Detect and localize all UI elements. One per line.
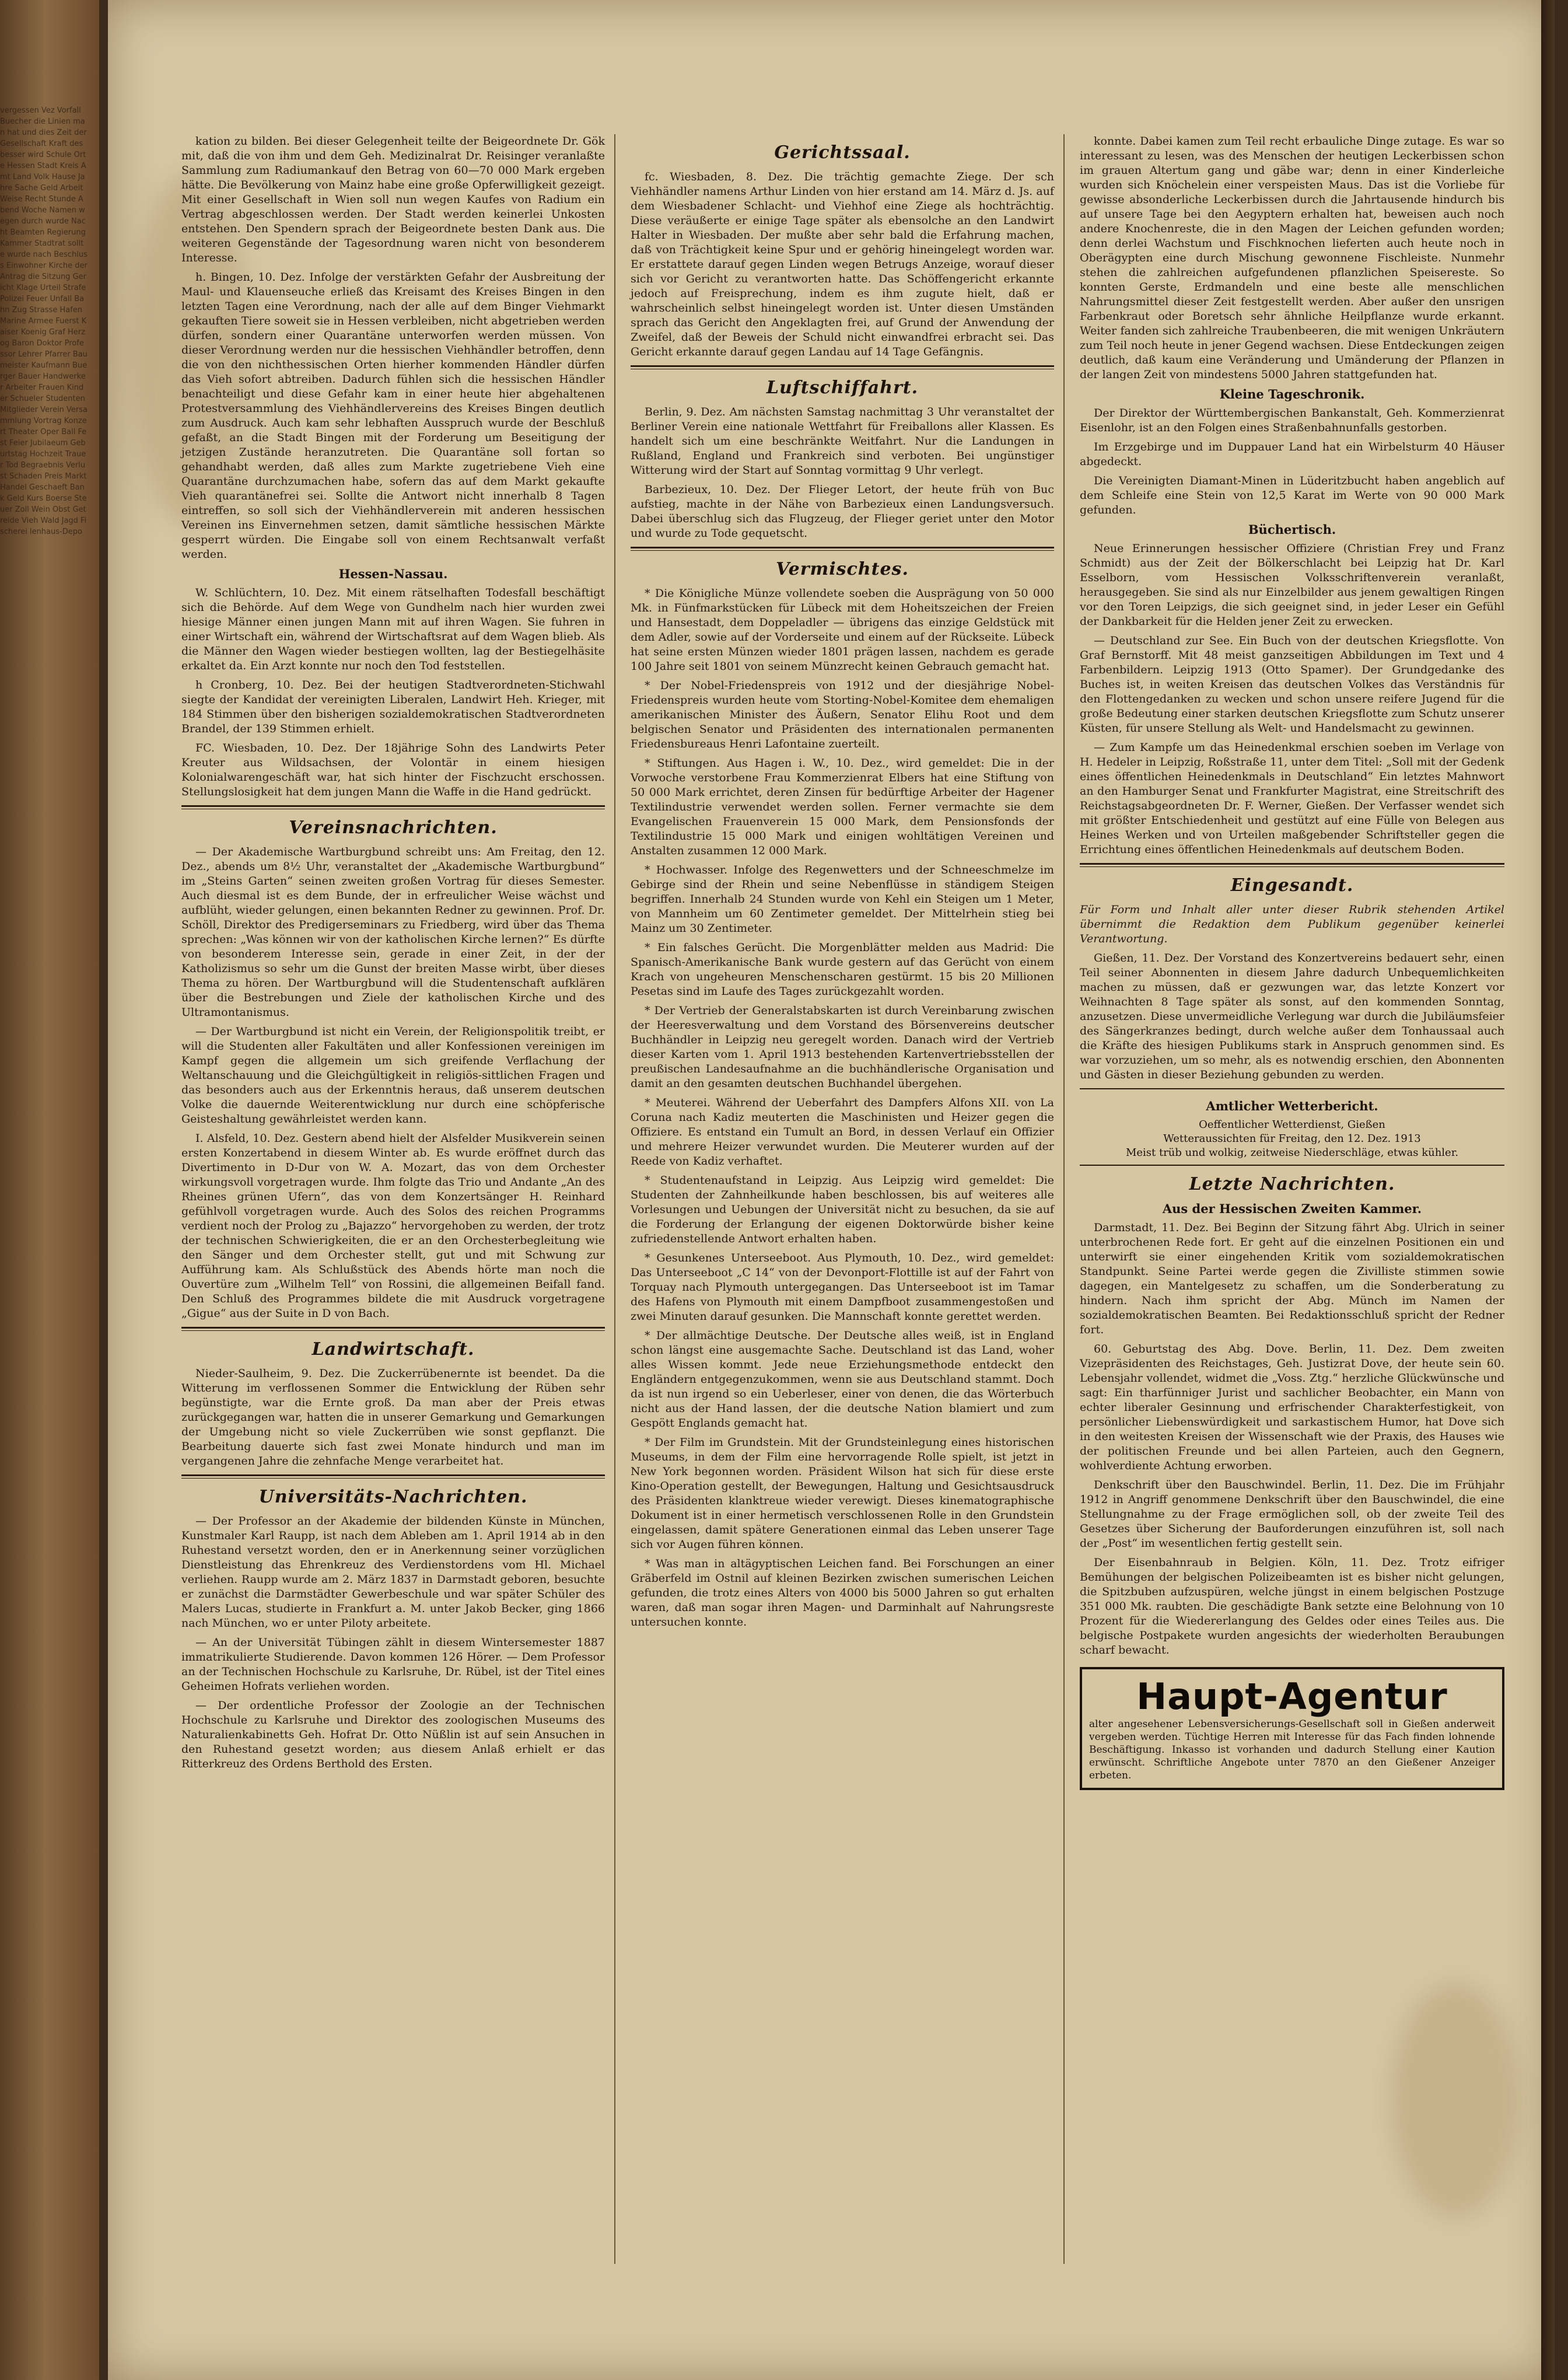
section-heading: Gerichtssaal. <box>774 142 911 163</box>
article-paragraph: — Der ordentliche Professor der Zoologie an der Technischen Hochschule zu Karlsruhe und Direktor des zoologischen Museums des Naturalienkabinetts Geh. Hofrat Dr. Otto Nüßlin ist auf sein Ansuchen in den Ruhestand gesetzt worden; aus diesem Anlaß erhielt er das Ritterkreuz des Ordens Berthold des Ersten. <box>181 1699 605 1770</box>
article-paragraph: * Hochwasser. Infolge des Regenwetters und der Schneeschmelze im Gebirge sind der Rhein und seine Nebenflüsse in ständigem Steigen begriffen. Innerhalb 24 Stunden wurde von Kehl ein Steigen um 1 Meter, von Mannheim um 60 Zentimeter gemeldet. Der Mittelrhein stieg bei Mainz um 30 Zentimeter. <box>631 864 1054 935</box>
article-paragraph: * Der Vertrieb der Generalstabskarten ist durch Vereinbarung zwischen der Heeresverwaltung und dem Vorstand des Börsenvereins deutscher Buchhändler in Leipzig neu geregelt worden. Danach wird der Vertrieb dieser Karten vom 1. April 1913 bestehenden Kartenvertriebsstellen der preußischen Landesaufnahme an die buchhändlerische Organisation und damit an den gesamten deutschen Buchhandel übergehen. <box>631 1004 1054 1090</box>
article-paragraph: — Der Akademische Wartburgbund schreibt uns: Am Freitag, den 12. Dez., abends um 8½ Uhr, veranstaltet der „Akademische Wartburgbund“ im „Steins Garten“ seinen zweiten großen Vortrag für dieses Semester. Auch diesmal ist es dem Bunde, der in erfreulicher Weise wächst und aufblüht, wieder gelungen, einen bekannten Redner zu gewinnen. Prof. Dr. Schöll, Direktor des Predigerseminars zu Friedberg, wird über das Thema sprechen: „Was können wir von der katholischen Kirche lernen?“ Es dürfte von besonderem Interesse sein, gerade in einer Zeit, in der der Katholizismus so sehr um die Gunst der breiten Masse wirbt, über dieses Thema zu hören. Der Wartburgbund will die Studentenschaft aufklären über die Bestrebungen und Ziele der katholischen Kirche und des Ultramontanismus. <box>181 845 605 1019</box>
section-rule <box>1080 863 1504 867</box>
page-columns <box>172 134 1514 2264</box>
article-paragraph: Barbezieux, 10. Dez. Der Flieger Letort, der heute früh von Buc aufstieg, machte in der Nähe von Barbezieux einen Landungsversuch. Dabei überschlug sich das Flugzeug, der Flieger geriet unter den Motor und wurde zu Tode gequetscht. <box>631 483 1054 540</box>
article-paragraph: * Der Nobel-Friedenspreis von 1912 und der diesjährige Nobel-Friedenspreis wurden heute vom Storting-Nobel-Komitee dem ehemaligen amerikanischen Minister des Äußern, Senator Elihu Root und dem belgischen Senator und Präsidenten des internationalen permanenten Friedensbureaus Henri Lafontaine zuerteilt. <box>631 679 1054 750</box>
section-rule <box>631 365 1054 369</box>
article-paragraph: * Was man in altägyptischen Leichen fand. Bei Forschungen an einer Gräberfeld im Ostnil auf kleinen Bezirken zwischen sumerischen Leichen gefunden, die trotz eines Alters von 4000 bis 5000 Jahren so gut erhalten waren, daß man sogar ihren Magen- und Darminhalt auf Nahrungsreste untersuchen konnte. <box>631 1557 1054 1628</box>
article-paragraph: — Zum Kampfe um das Heinedenkmal erschien soeben im Verlage von H. Hedeler in Leipzig, Roßstraße 11, unter dem Titel: „Soll mit der Gedenk eines öffentlichen Heinedenkmals in Deutschland“ Ein letztes Mahnwort an den Hamburger Senat und Frankfurter Magistrat, eine Streitschrift des Reichstagsabgeordneten Dr. F. Werner, Gießen. Der Verfasser wendet sich mit größter Entschiedenheit und gestützt auf eine Fülle von Belegen aus Heines Werken und von Urteilen maßgebender Schriftsteller gegen die Errichtung eines öffentlichen Heinedenkmals auf deutschem Boden. <box>1080 741 1504 856</box>
weather-report <box>1080 1088 1504 1166</box>
article-paragraph: Der Direktor der Württembergischen Bankanstalt, Geh. Kommerzienrat Eisenlohr, ist an den Folgen eines Straßenbahnunfalls gestorben. <box>1080 407 1504 434</box>
article-paragraph: FC. Wiesbaden, 10. Dez. Der 18jährige Sohn des Landwirts Peter Kreuter aus Wildsachsen, der Volontär in einem hiesigen Kolonialwarengeschäft war, hat sich hinter der Fischzucht erschossen. Stellungslosigkeit hat dem jungen Mann die Waffe in die Hand gedrückt. <box>181 742 605 798</box>
article-paragraph: * Ein falsches Gerücht. Die Morgenblätter melden aus Madrid: Die Spanisch-Amerikanische Bank wurde gestern auf das Gerücht von einem Krach von ungeheuren Menschenscharen gestürmt. 15 bis 20 Millionen Pesetas sind im Laufe des Tages zurückgezahlt worden. <box>631 941 1054 998</box>
article-paragraph: h. Bingen, 10. Dez. Infolge der verstärkten Gefahr der Ausbreitung der Maul- und Klauenseuche erließ das Kreisamt des Kreises Bingen in den letzten Tagen eine Verordnung, nach der alle auf dem Binger Viehmarkt gekauften Tiere soweit sie in Hessen verbleiben, nicht abgetrieben werden dürfen, sondern einer Quarantäne unterworfen werden müssen. Von dieser Verordnung werden nur die hessischen Viehhändler betroffen, denn die von den nichthessischen Orten hierher kommenden Händler dürfen das Vieh sofort abtreiben. Dadurch fühlen sich die hessischen Händler benachteiligt und diese Gefahr kam in einer heute hier abgehaltenen Protestversammlung des Viehhändlervereins des Kreises Bingen deutlich zum Ausdruck. Auch kam sehr lebhaften Ausspruch wurde der Beschluß gefaßt, an die Stadt Bingen mit der Forderung um Beseitigung der jetzigen Zustände heranzutreten. Die Quarantäne soll fortan so gehandhabt werden, daß alles zum Markte zugetriebene Vieh eine Quarantäne durchzumachen habe, sofern das auf dem Markt gekaufte Vieh quarantänefrei sei. Sollte die Antwort nicht innerhalb 8 Tagen eintreffen, so soll sich der Viehhändlerverein mit anderen hessischen Vereinen ins Einvernehmen setzen, damit sämtliche hessischen Märkte gesperrt würden. Die Eingabe soll von einem Rechtsanwalt verfaßt werden. <box>181 271 605 561</box>
article-paragraph: * Der allmächtige Deutsche. Der Deutsche alles weiß, ist in England schon längst eine ausgemachte Sache. Deutschland ist das Land, woher alles Wissen kommt. Jede neue Erziehungsmethode entdeckt den Engländern entgegenzukommen, wenn sie aus Deutschland stammt. Doch da ist nun irgend so ein Ueberleser, einer von denen, die das Wörterbuch nicht aus der Hand lassen, der die deutsche Nation blamiert und zum Gespött Englands gemacht hat. <box>631 1329 1054 1430</box>
weather-forecast: Meist trüb und wolkig, zeitweise Niederschläge, etwas kühler. <box>1125 1147 1459 1159</box>
advertisement <box>1080 1667 1504 1790</box>
article-paragraph: 60. Geburtstag des Abg. Dove. Berlin, 11. Dez. Dem zweiten Vizepräsidenten des Reichstages, Geh. Justizrat Dove, der heute sein 60. Lebensjahr vollendet, widmet die „Voss. Ztg.“ herzliche Glückwünsche und sagt: Ein tharfünniger Jurist und sachlicher Beobachter, ein Mann von echter liberaler Gesinnung und erfrischender Charakterfestigkeit, von persönlicher Liebenswürdigkeit und sarkastischem Humor, hat Dove sich in den weitesten Kreisen der Wissenschaft wie der Praxis, des Hauses wie der politischen Freunde und bei allen Parteien, auch den Gegnern, wohlverdiente Achtung erworben. <box>1080 1343 1504 1472</box>
article-paragraph: — Der Professor an der Akademie der bildenden Künste in München, Kunstmaler Karl Raupp, ist nach dem Ableben am 1. April 1914 ab in den Ruhestand versetzt worden, den er in Anerkennung seiner vorzüglichen Dienstleistung das Ehrenkreuz des Verdienstordens vom Hl. Michael verliehen. Raupp wurde am 2. März 1837 in Darmstadt geboren, besuchte er zunächst die Darmstädter Gewerbeschule und war später Schüler des Malers Lucas, studierte in Frankfurt a. M. unter Jakob Becker, ging 1866 nach München, wo er unter Piloty arbeitete. <box>181 1515 605 1630</box>
article-paragraph: fc. Wiesbaden, 8. Dez. Die trächtig gemachte Ziege. Der sch Viehhändler namens Arthur Linden von hier erstand am 14. März d. Js. auf dem Wiesbadener Schlacht- und Viehhof eine Ziege als hochträchtig. Diese veräußerte er einige Tage später als ebensolche an den Landwirt Halter in Wiesbaden. Der mußte aber sehr bald die Erfahrung machen, daß von Trächtigkeit keine Spur und er gehörig hineingelegt worden war. Er erstattete darauf gegen Linden wegen Betrugs Anzeige, worauf dieser sich vor Gericht zu verantworten hatte. Das Schöffengericht erkannte jedoch auf Freisprechung, indem es ihm zugute hielt, daß er wahrscheinlich selbst hineingelegt worden ist. Unter diesen Umständen sprach das Gericht den Angeklagten frei, auf Grund der Anwendung der Zweifel, daß der Beweis der Schuld nicht einwandfrei erbracht sei. Das Gericht erkannte darauf gegen Landau auf 14 Tage Gefängnis. <box>631 170 1054 358</box>
section-subheading: Büchertisch. <box>1248 522 1336 537</box>
article-paragraph: Berlin, 9. Dez. Am nächsten Samstag nachmittag 3 Uhr veranstaltet der Berliner Verein eine nationale Wettfahrt für Freiballons aller Klassen. Es handelt sich um eine beschränkte Weitfahrt. Nur die Landungen in Rußland, England und Frankreich sind verboten. Bei ungünstiger Witterung wird der Start auf Sonntag vormittag 9 Uhr verlegt. <box>631 406 1054 477</box>
section-heading: Letzte Nachrichten. <box>1189 1174 1395 1194</box>
article-paragraph: * Die Königliche Münze vollendete soeben die Ausprägung von 50 000 Mk. in Fünfmarkstücken für Lübeck mit dem Hoheitszeichen der Freien und Hansestadt, dem Doppeladler — übrigens das einzige Geldstück mit dem Adler, sowie auf der Vorderseite und einem auf der Rückseite. Lübeck hat seine ersten Münzen wieder 1801 prägen lassen, nachdem es gerade 100 Jahre seit 1801 von seinem Münzrecht keinen Gebrauch gemacht hat. <box>631 587 1054 673</box>
section-rule <box>631 547 1054 551</box>
section-heading: Landwirtschaft. <box>312 1339 475 1359</box>
section-heading: Universitäts-Nachrichten. <box>258 1487 528 1507</box>
article-paragraph: Denkschrift über den Bauschwindel. Berlin, 11. Dez. Die im Frühjahr 1912 in Angriff genommene Denkschrift über den Bauschwindel, die eine Stellungnahme zu der Frage ermöglichen soll, ob der zweite Teil des Gesetzes über Sicherung der Bauforderungen einzuführen ist, soll nach der „Post“ im wesentlichen fertig gestellt sein. <box>1080 1479 1504 1550</box>
article-paragraph: W. Schlüchtern, 10. Dez. Mit einem rätselhaften Todesfall beschäftigt sich die Behörde. Auf dem Wege von Gundhelm nach hier wurden zwei hiesige Männer einen jungen Mann mit auf ihren Wagen. Sie fuhren in einer Wirtschaft ein, während der Wirtschaftsrat auf dem Wagen blieb. Als die Männer den Wagen wieder bestiegen wollten, lag der Bestiegelhäsite erkaltet da. Ein Arzt konnte nur noch den Tod feststellen. <box>181 586 605 672</box>
article-paragraph: Darmstadt, 11. Dez. Bei Beginn der Sitzung fährt Abg. Ulrich in seiner unterbrochenen Rede fort. Er geht auf die einzelnen Positionen ein und unterwirft sie einer eingehenden Kritik vom sozialdemokratischen Standpunkt. Seine Partei werde gegen die Zivilliste stimmen sowie dagegen, ein Mantelgesetz zu schaffen, um die Sonderberatung zu hindern. Nach ihm spricht der Abg. Münch im Namen der sozialdemokratischen Beamten. Bei Redaktionsschluß spricht der Redner fort. <box>1080 1221 1504 1336</box>
article-paragraph: Im Erzgebirge und im Duppauer Land hat ein Wirbelsturm 40 Häuser abgedeckt. <box>1080 441 1504 468</box>
article-paragraph: konnte. Dabei kamen zum Teil recht erbauliche Dinge zutage. Es war so interessant zu lesen, was des Menschen der heutigen Leckerbissen schon im grauen Altertum gang und gäbe war; denn in einer Kinderleiche wurden sich Knöchelein einer verspeisten Maus. Das ist die Vorliebe für gewisse absonderliche Leckerbissen durch die Jahrtausende hindurch bis auf unsere Tage bei den Aegyptern erhalten hat, beweisen auch noch andere Knochenreste, die in den Magen der Leichen gefunden worden; denn derlei Wachstum und Fischknochen lieferten auch heute noch in Oberägypten eine durch Mischung gewonnene Fischleiste. Nunmehr stehen die zahlreichen aufgefundenen pflanzlichen Speisereste. So konnten Gerste, Erdmandeln und eine beste alle menschlichen Nahrungsmittel dieser Zeit festgestellt werden. Aber außer den unsrigen Farbenkraut oder Boretsch sehr ähnliche Heilpflanze wurde erkannt. Weiter fanden sich zahlreiche Traubenbeeren, die mit wenigen Unkräutern zum Teil noch heute in jener Gegend wachsen. Diese Entdeckungen zeigen deutlich, daß kaum eine Veränderung und Umänderung der Pflanzen in der langen Zeit von mindestens 5000 Jahren stattgefunden hat. <box>1080 135 1504 381</box>
advertisement-text: alter angesehener Lebensversicherungs-Gesellschaft soll in Gießen anderweit vergeben werden. Tüchtige Herren mit Interesse für das Fach finden lohnende Beschäftigung. Inkasso ist vorhanden und dadurch Stellung einer Kaution erwünscht. Schriftliche Angebote unter 7870 an den Gießener Anzeiger erbeten. <box>1089 1718 1495 1781</box>
article-paragraph: kation zu bilden. Bei dieser Gelegenheit teilte der Beigeordnete Dr. Gök mit, daß die von ihm und dem Geh. Medizinalrat Dr. Reisinger veranlaßte Sammlung zum Radiumankauf den Betrag von 60—70 000 Mark ergeben hätte. Die Bevölkerung von Mainz habe eine große Opferwilligkeit gezeigt. Mit einer Gesellschaft in Wien soll nun wegen Kaufes von Radium ein Vertrag abgeschlossen werden. Der Stadt werden keinerlei Unkosten entstehen. Den Spendern sprach der Beigeordnete besten Dank aus. Die weiteren Gegenstände der Tagesordnung waren nicht von besonderem Interesse. <box>181 135 605 264</box>
article-paragraph: * Stiftungen. Aus Hagen i. W., 10. Dez., wird gemeldet: Die in der Vorwoche verstorbene Frau Kommerzienrat Elbers hat eine Stiftung von 50 000 Mark errichtet, deren Zinsen für bedürftige Arbeiter der Hagener Textilindustrie verwendet werden sollen. Ferner vermachte sie dem Evangelischen Frauenverein 15 000 Mark, dem Pensionsfonds der Textilindustrie 15 000 Mark und einigen wohltätigen Vereinen und Anstalten zusammen 12 000 Mark. <box>631 757 1054 857</box>
article-paragraph: * Meuterei. Während der Ueberfahrt des Dampfers Alfons XII. von La Coruna nach Kadiz meuterten die Maschinisten und Heizer gegen die Offiziere. Es entstand ein Tumult an Bord, in dessen Verlauf ein Offizier und mehrere Heizer verwundet wurden. Die Meuterer wurden auf der Reede von Kadiz verhaftet. <box>631 1096 1054 1168</box>
section-rule <box>181 1327 605 1331</box>
section-rule <box>181 805 605 809</box>
weather-forecast-label: Wetteraussichten für Freitag, den 12. Dez. 1913 <box>1163 1133 1421 1145</box>
column-1 <box>172 134 615 2264</box>
article-paragraph: Gießen, 11. Dez. Der Vorstand des Konzertvereins bedauert sehr, einen Teil seiner Abonnenten in diesem Jahre dadurch Unbequemlichkeiten machen zu müssen, daß er gezwungen war, das letzte Konzert vor Weihnachten 8 Tage später als sonst, auf den kommenden Sonntag, anzusetzen. Diese unvermeidliche Verlegung war durch die Jubiläumsfeier des Sängerkranzes bedingt, durch welche außer dem Tonhaussaal auch die Kräfte des hiesigen Publikums stark in Anspruch genommen sind. Es war vorzuziehen, um so mehr, als es notwendig erschien, den Abonnenten und Gästen in dieser Beziehung gebunden zu werden. <box>1080 952 1504 1081</box>
section-heading: Vereinsnachrichten. <box>289 817 498 838</box>
section-subheading: Hessen-Nassau. <box>338 567 448 581</box>
article-paragraph: Neue Erinnerungen hessischer Offiziere (Christian Frey und Franz Schmidt) aus der Zeit der Bölkerschlacht bei Leipzig hat Dr. Karl Esselborn, vom Hessischen Volksschriftenverein veranlaßt, herausgegeben. Sie sind als nur Einzelbilder aus jenem gewaltigen Ringen vor den Toren Leipzigs, die sich geeignet sind, in jeder Leser ein Gefühl der Dankbarkeit für die Helden jener Zeit zu erwecken. <box>1080 542 1504 628</box>
article-paragraph: Die Vereinigten Diamant-Minen in Lüderitzbucht haben angeblich auf dem Schleife eine Stein von 12,5 Karat im Werte von 90 000 Mark gefunden. <box>1080 474 1504 516</box>
section-subheading: Aus der Hessischen Zweiten Kammer. <box>1162 1201 1422 1216</box>
article-paragraph: — Deutschland zur See. Ein Buch von der deutschen Kriegsflotte. Von Graf Bernstorff. Mit 48 meist ganzseitigen Abbildungen im Text und 4 Farbenbildern. Leipzig 1913 (Otto Spamer). Der Grundgedanke des Buches ist, in weiten Kreisen das deutschen Volkes das Verständnis für den Flottengedanken zu wecken und schon unsere reifere Jugend für die große Bedeutung einer starken deutschen Kriegsflotte zum Schutz unserer Küsten, für unsere Stellung als Welt- und Handelsmacht zu gewinnen. <box>1080 634 1504 735</box>
article-paragraph: * Der Film im Grundstein. Mit der Grundsteinlegung eines historischen Museums, in dem der Film eine hervorragende Rolle spielt, ist jetzt in New York begonnen worden. Präsident Wilson hat sich für diese erste Kino-Operation gestellt, der Bewegungen, Haltung und Gesichtsausdruck des Präsidenten klanktreue wieder verewigt. Dieses kinematographische Dokument ist in einer hermetisch verschlossenen Rolle in den Grundstein eingelassen, damit spätere Generationen einmal das Leben unserer Tage sich vor Augen führen können. <box>631 1436 1054 1551</box>
column-2 <box>621 134 1065 2264</box>
advertisement-title: Haupt-Agentur <box>1136 1675 1448 1718</box>
newspaper-page <box>108 0 1555 2380</box>
article-paragraph: h Cronberg, 10. Dez. Bei der heutigen Stadtverordneten-Stichwahl siegte der Kandidat der vereinigten Liberalen, Landwirt Heh. Krieger, mit 184 Stimmen über den bisherigen sozialdemokratischen Stadtverordneten Brandel, der 139 Stimmen erhielt. <box>181 679 605 735</box>
section-rule <box>181 1474 605 1479</box>
weather-title: Amtlicher Wetterbericht. <box>1206 1099 1378 1113</box>
editorial-note: Für Form und Inhalt aller unter dieser Rubrik stehenden Artikel übernimmt die Redaktion dem Publikum gegenüber keinerlei Verantwortung. <box>1080 903 1504 945</box>
weather-station: Oeffentlicher Wetterdienst, Gießen <box>1199 1119 1385 1131</box>
article-paragraph: — An der Universität Tübingen zählt in diesem Wintersemester 1887 immatrikulierte Studierende. Davon kommen 126 Hörer. — Dem Professor an der Technischen Hochschule zu Karlsruhe, Dr. Rübel, ist der Titel eines Geheimen Hofrats verliehen worden. <box>181 1636 605 1693</box>
section-heading: Luftschiffahrt. <box>766 378 919 398</box>
article-paragraph: * Studentenaufstand in Leipzig. Aus Leipzig wird gemeldet: Die Studenten der Zahnheilkunde haben beschlossen, bis auf weiteres alle Vorlesungen und Uebungen der Universität nicht zu besuchen, da sie auf die Forderung der Erlangung der eigenen Doktorwürde bisher keine zufriedenstellende Antwort erhalten haben. <box>631 1174 1054 1245</box>
section-heading: Vermischtes. <box>776 559 909 579</box>
section-heading: Eingesandt. <box>1230 875 1354 896</box>
page-edge-shadow <box>1541 0 1555 2380</box>
article-paragraph: — Der Wartburgbund ist nicht ein Verein, der Religionspolitik treibt, er will die Studenten aller Fakultäten und aller Konfessionen vereinigen im Kampf gegen die allgemein um sich greifende Verflachung der Weltanschauung und die Gleichgültigkeit in religiös-sittlichen Fragen und das besonders auch aus der Erkenntnis heraus, daß unserem deutschen Volke die dauernde Weiterentwicklung nur durch eine schöpferische Geisteshaltung gewährleistet werden kann. <box>181 1025 605 1126</box>
column-3 <box>1070 134 1514 2264</box>
previous-page-edge-text: vergessen Vez Vorfall Buecher die Linien man hat und dies Zeit der Gesellschaft Kraft des besser wird Schule Orte Hessen Stadt Kreis Amt Land Volk Hause Jahre Sache Geld Arbeit Weise Recht Stunde Abend Woche Namen wegen durch wurde Nacht Beamten Regierung Kammer Stadtrat sollte wurde nach Beschluss Einwohner Kirche der Antrag die Sitzung Gericht Klage Urteil Strafe Polizei Feuer Unfall Bahn Zug Strasse Hafen Marine Armee Fuerst Kaiser Koenig Graf Herzog Baron Doktor Professor Lehrer Pfarrer Baumeister Kaufmann Buerger Bauer Handwerker Arbeiter Frauen Kinder Schueler Studenten Mitglieder Verein Versammlung Vortrag Konzert Theater Oper Ball Fest Feier Jubilaeum Geburtstag Hochzeit Trauer Tod Begraebnis Verlust Schaden Preis Markt Handel Geschaeft Bank Geld Kurs Boerse Steuer Zoll Wein Obst Getreide Vieh Wald Jagd Fischerei lenhaus-Depo <box>0 106 88 536</box>
article-paragraph: Nieder-Saulheim, 9. Dez. Die Zuckerrübenernte ist beendet. Da die Witterung im verflossenen Sommer die Entwicklung der Rüben sehr begünstigte, war die Ernte groß. Da man aber der Preis etwas zurückgegangen war, hatten die in unserer Gemarkung und Gemarkungen der Umgebung nicht so viele Zuckerrüben wie sonst gepflanzt. Die Bearbeitung dauerte sich fast zwei Monate hindurch und man im vergangenen Jahre die zehnfache Menge verarbeitet hat. <box>181 1367 605 1467</box>
book-binding <box>0 0 99 2380</box>
article-paragraph: Der Eisenbahnraub in Belgien. Köln, 11. Dez. Trotz eifriger Bemühungen der belgischen Polizeibeamten ist es bisher nicht gelungen, die Spitzbuben aufzuspüren, welche jüngst in einem belgischen Postzuge 351 000 Mk. raubten. Die geschädigte Bank setzte eine Belohnung von 10 Prozent für die Wiedererlangung des Geldes oder eines Teiles aus. Die belgische Postpakete wurden angesichts der wiederholten Beraubungen scharf bewacht. <box>1080 1556 1504 1656</box>
article-paragraph: * Gesunkenes Unterseeboot. Aus Plymouth, 10. Dez., wird gemeldet: Das Unterseeboot „C 14“ von der Devonport-Flottille ist auf der Fahrt von Torquay nach Plymouth untergegangen. Das Unterseeboot ist im Tamar des Hafens von Plymouth mit einem Dampfboot zusammengestoßen und zwei Minuten darauf gesunken. Die Mannschaft konnte gerettet werden. <box>631 1252 1054 1323</box>
section-subheading: Kleine Tageschronik. <box>1219 387 1365 401</box>
article-paragraph: I. Alsfeld, 10. Dez. Gestern abend hielt der Alsfelder Musikverein seinen ersten Konzertabend in diesem Winter ab. Es wurde eröffnet durch das Divertimento in D-Dur von W. A. Mozart, das von dem Orchester wirkungsvoll vorgetragen wurde. Ihm folgte das Trio und Andante „An des Rheines grünen Ufern“, das von dem Konzertsänger H. Reinhard gefühlvoll vorgetragen wurde. Auch des Solos des reichen Programms verdient noch der Prolog zu „Bajazzo“ hervorgehoben zu werden, der trotz der technischen Schwierigkeiten, die er an den Orchesterbegleitung wie den Sänger und dem Orchester stellt, gut und mit Schwung zur Aufführung kam. Als Schlußstück des Abends hörte man noch die Ouvertüre zum „Wilhelm Tell“ von Rossini, die allgemeinen Beifall fand. Den Schluß des Programmes bildete die mit Ausdruck vorgetragene „Gigue“ aus der Suite in D von Bach. <box>181 1132 605 1320</box>
